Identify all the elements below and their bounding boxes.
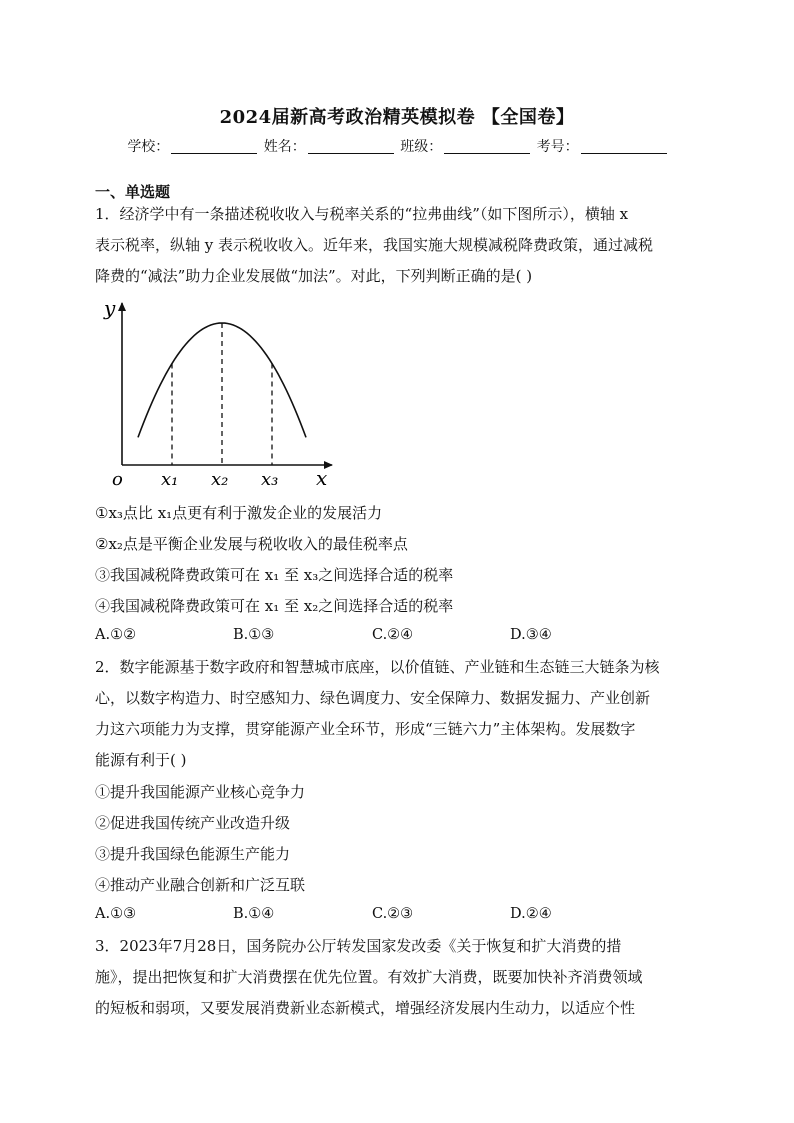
q1-statement: ①x₃点比 x₁点更有利于激发企业的发展活力 [95,504,383,522]
exam-number-field[interactable] [537,136,667,156]
q2-option-b[interactable]: B.①④ [233,906,275,922]
q1-option-c[interactable]: C.②④ [372,627,414,643]
q1-stem-line: 1．经济学中有一条描述税收收入与税率关系的“拉弗曲线”（如下图所示），横轴 x [95,205,629,223]
q1-option-b[interactable]: B.①③ [233,627,275,643]
q3-stem-line: 施》，提出把恢复和扩大消费摆在优先位置。有效扩大消费，既要加快补齐消费领域 [95,968,643,986]
section-heading: 一、单选题 [95,183,171,201]
school-blank[interactable] [171,139,257,154]
school-label: 学校： [127,139,170,155]
q3-stem-line: 3．2023年7月28日，国务院办公厅转发国家发改委《关于恢复和扩大消费的措 [95,937,622,955]
class-label: 班级： [400,139,443,155]
q2-statement: ④推动产业融合创新和广泛互联 [95,876,306,894]
x-tick-label: x₂ [211,469,229,490]
exam-number-label: 考号： [536,139,579,155]
laffer-curve-chart [96,295,346,490]
school-field[interactable] [127,136,257,156]
q3-stem-line: 的短板和弱项，又要发展消费新业态新模式，增强经济发展内生动力，以适应个性 [95,999,636,1017]
q2-stem-line: 能源有利于( ) [95,751,187,769]
q2-stem-line: 2．数字能源基于数字政府和智慧城市底座，以价值链、产业链和生态链三大链条为核 [95,658,660,676]
q1-statement: ④我国减税降费政策可在 x₁ 至 x₂之间选择合适的税率 [95,597,454,615]
student-info-fields [0,136,794,156]
class-field[interactable] [400,136,530,156]
origin-label: o [112,469,123,490]
name-label: 姓名： [263,139,306,155]
q2-stem-line: 力这六项能力为支撑，贯穿能源产业全环节，形成“三链六力”主体架构。发展数字 [95,720,636,738]
q1-stem-line: 降费的“减法”助力企业发展做“加法”。对此，下列判断正确的是( ) [95,267,533,285]
exam-number-blank[interactable] [581,139,667,154]
x-tick-label: x₃ [261,469,279,490]
q1-option-d[interactable]: D.③④ [510,627,552,643]
page-title: 2024届新高考政治精英模拟卷 【全国卷】 [219,107,575,128]
q1-stem-line: 表示税率，纵轴 y 表示税收收入。近年来，我国实施大规模减税降费政策，通过减税 [95,236,654,254]
q2-stem-line: 心，以数字构造力、时空感知力、绿色调度力、安全保障力、数据发掘力、产业创新 [95,689,651,707]
x-tick-label: x₁ [161,469,179,490]
q2-statement: ①提升我国能源产业核心竞争力 [95,783,306,801]
q1-statement: ②x₂点是平衡企业发展与税收收入的最佳税率点 [95,535,408,553]
q2-statement: ③提升我国绿色能源生产能力 [95,845,291,863]
q2-statement: ②促进我国传统产业改造升级 [95,814,291,832]
q2-option-d[interactable]: D.②④ [510,906,552,922]
x-axis-label: x [316,466,328,490]
class-blank[interactable] [444,139,530,154]
q1-option-a[interactable]: A.①② [95,627,137,643]
q2-option-a[interactable]: A.①③ [95,906,137,922]
y-axis-label: y [104,296,116,320]
q1-statement: ③我国减税降费政策可在 x₁ 至 x₃之间选择合适的税率 [95,566,454,584]
name-field[interactable] [264,136,394,156]
q2-option-c[interactable]: C.②③ [372,906,414,922]
name-blank[interactable] [308,139,394,154]
